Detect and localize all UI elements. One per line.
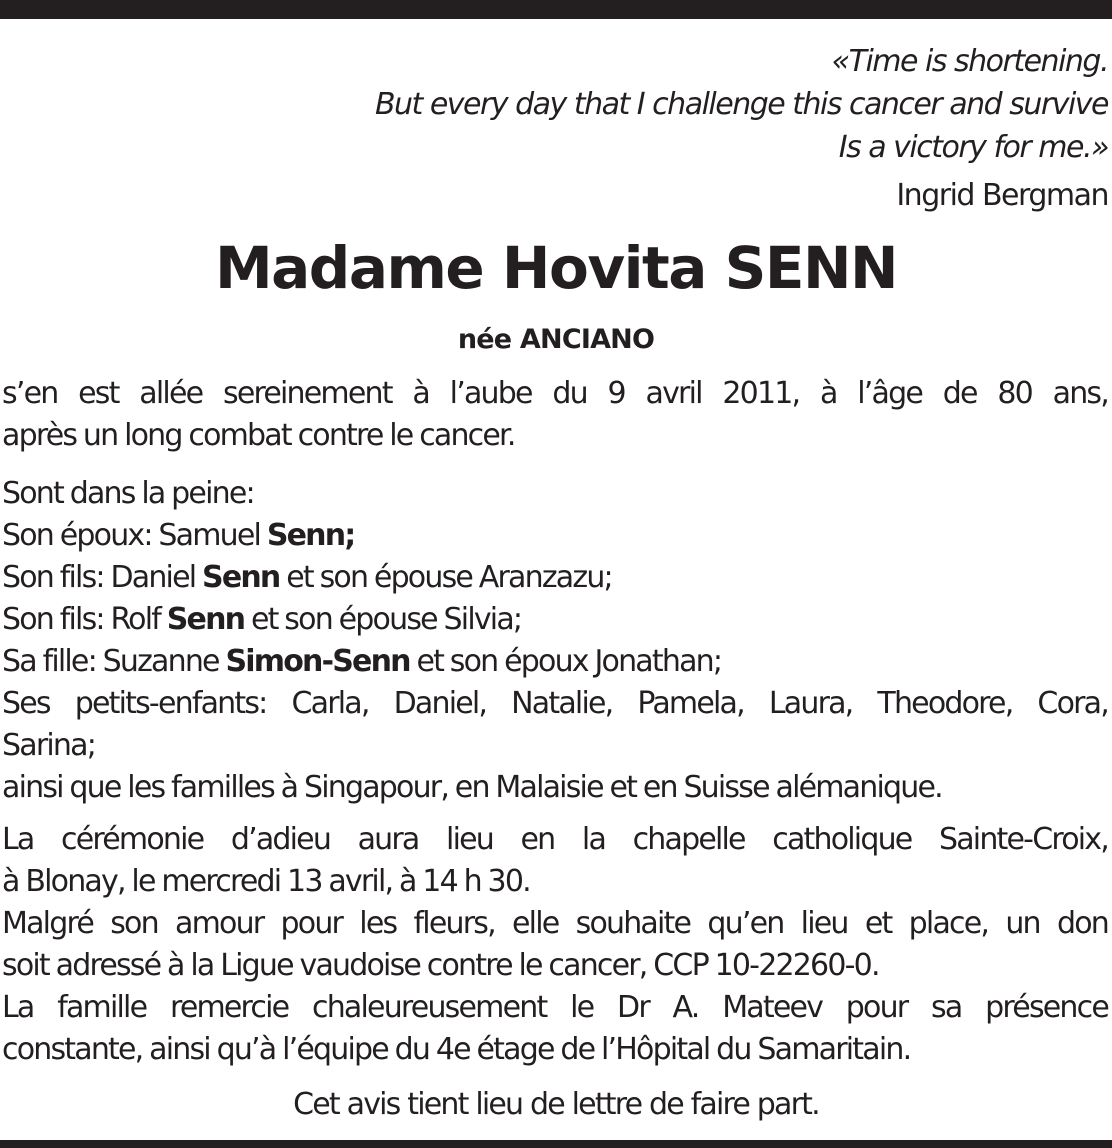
- relation-text: et son épouse Aranzazu;: [279, 560, 612, 595]
- family-son-rolf: [2, 599, 1108, 641]
- surname: Senn: [166, 602, 245, 637]
- top-rule: [0, 0, 1112, 19]
- relation-text: Son époux: Samuel: [2, 518, 267, 553]
- intro-paragraph: [2, 373, 1108, 457]
- maiden-name: née ANCIANO: [457, 324, 655, 355]
- relation-text: et son époux Jonathan;: [409, 644, 722, 679]
- surname: Simon-Senn: [225, 644, 410, 679]
- relation-text: Son fils: Rolf: [2, 602, 167, 637]
- ceremony-line: à Blonay, le mercredi 13 avril, à 14 h 30.: [2, 864, 530, 899]
- relation-text: Son fils: Daniel: [2, 560, 203, 595]
- donation-line: soit adressé à la Ligue vaudoise contre le cancer, CCP 10-22260-0.: [2, 948, 879, 983]
- epigraph-quote: [108, 40, 1108, 169]
- family-daughter: [2, 641, 1108, 683]
- ceremony-line: La cérémonie d’adieu aura lieu en la chapelle catholique Sainte-Croix,: [2, 822, 1108, 857]
- grandchildren-line: Ses petits-enfants: Carla, Daniel, Natalie, Pamela, Laura, Theodore, Cora,: [2, 686, 1108, 721]
- surname: Senn;: [266, 518, 355, 553]
- quote-line: «Time is shortening.: [831, 44, 1108, 79]
- grandchildren-line: Sarina;: [2, 728, 96, 763]
- ceremony-paragraph: [2, 819, 1108, 1071]
- quote-author: Ingrid Bergman: [896, 178, 1108, 213]
- quote-line: Is a victory for me.»: [838, 130, 1108, 165]
- donation-line: Malgré son amour pour les fleurs, elle souhaite qu’en lieu et place, un don: [2, 906, 1108, 941]
- family-heading: Sont dans la peine:: [2, 476, 254, 511]
- intro-line: s’en est allée sereinement à l’aube du 9 avril 2011, à l’âge de 80 ans,: [2, 376, 1108, 411]
- thanks-line: constante, ainsi qu’à l’équipe du 4e étage de l’Hôpital du Samaritain.: [2, 1032, 911, 1067]
- family-spouse: [2, 515, 1108, 557]
- relation-text: et son épouse Silvia;: [244, 602, 522, 637]
- relation-text: Sa fille: Suzanne: [2, 644, 226, 679]
- intro-line: après un long combat contre le cancer.: [2, 418, 515, 453]
- quote-line: But every day that I challenge this cancer and survive: [374, 87, 1108, 122]
- bottom-rule: [0, 1140, 1112, 1148]
- deceased-name: Madame Hovita SENN: [214, 234, 898, 302]
- thanks-line: La famille remercie chaleureusement le Dr A. Mateev pour sa présence: [2, 990, 1108, 1025]
- closing-note: Cet avis tient lieu de lettre de faire part.: [293, 1087, 819, 1122]
- family-list: [2, 473, 1108, 809]
- extended-family: ainsi que les familles à Singapour, en Malaisie et en Suisse alémanique.: [2, 770, 942, 805]
- surname: Senn: [202, 560, 280, 595]
- family-son-daniel: [2, 557, 1108, 599]
